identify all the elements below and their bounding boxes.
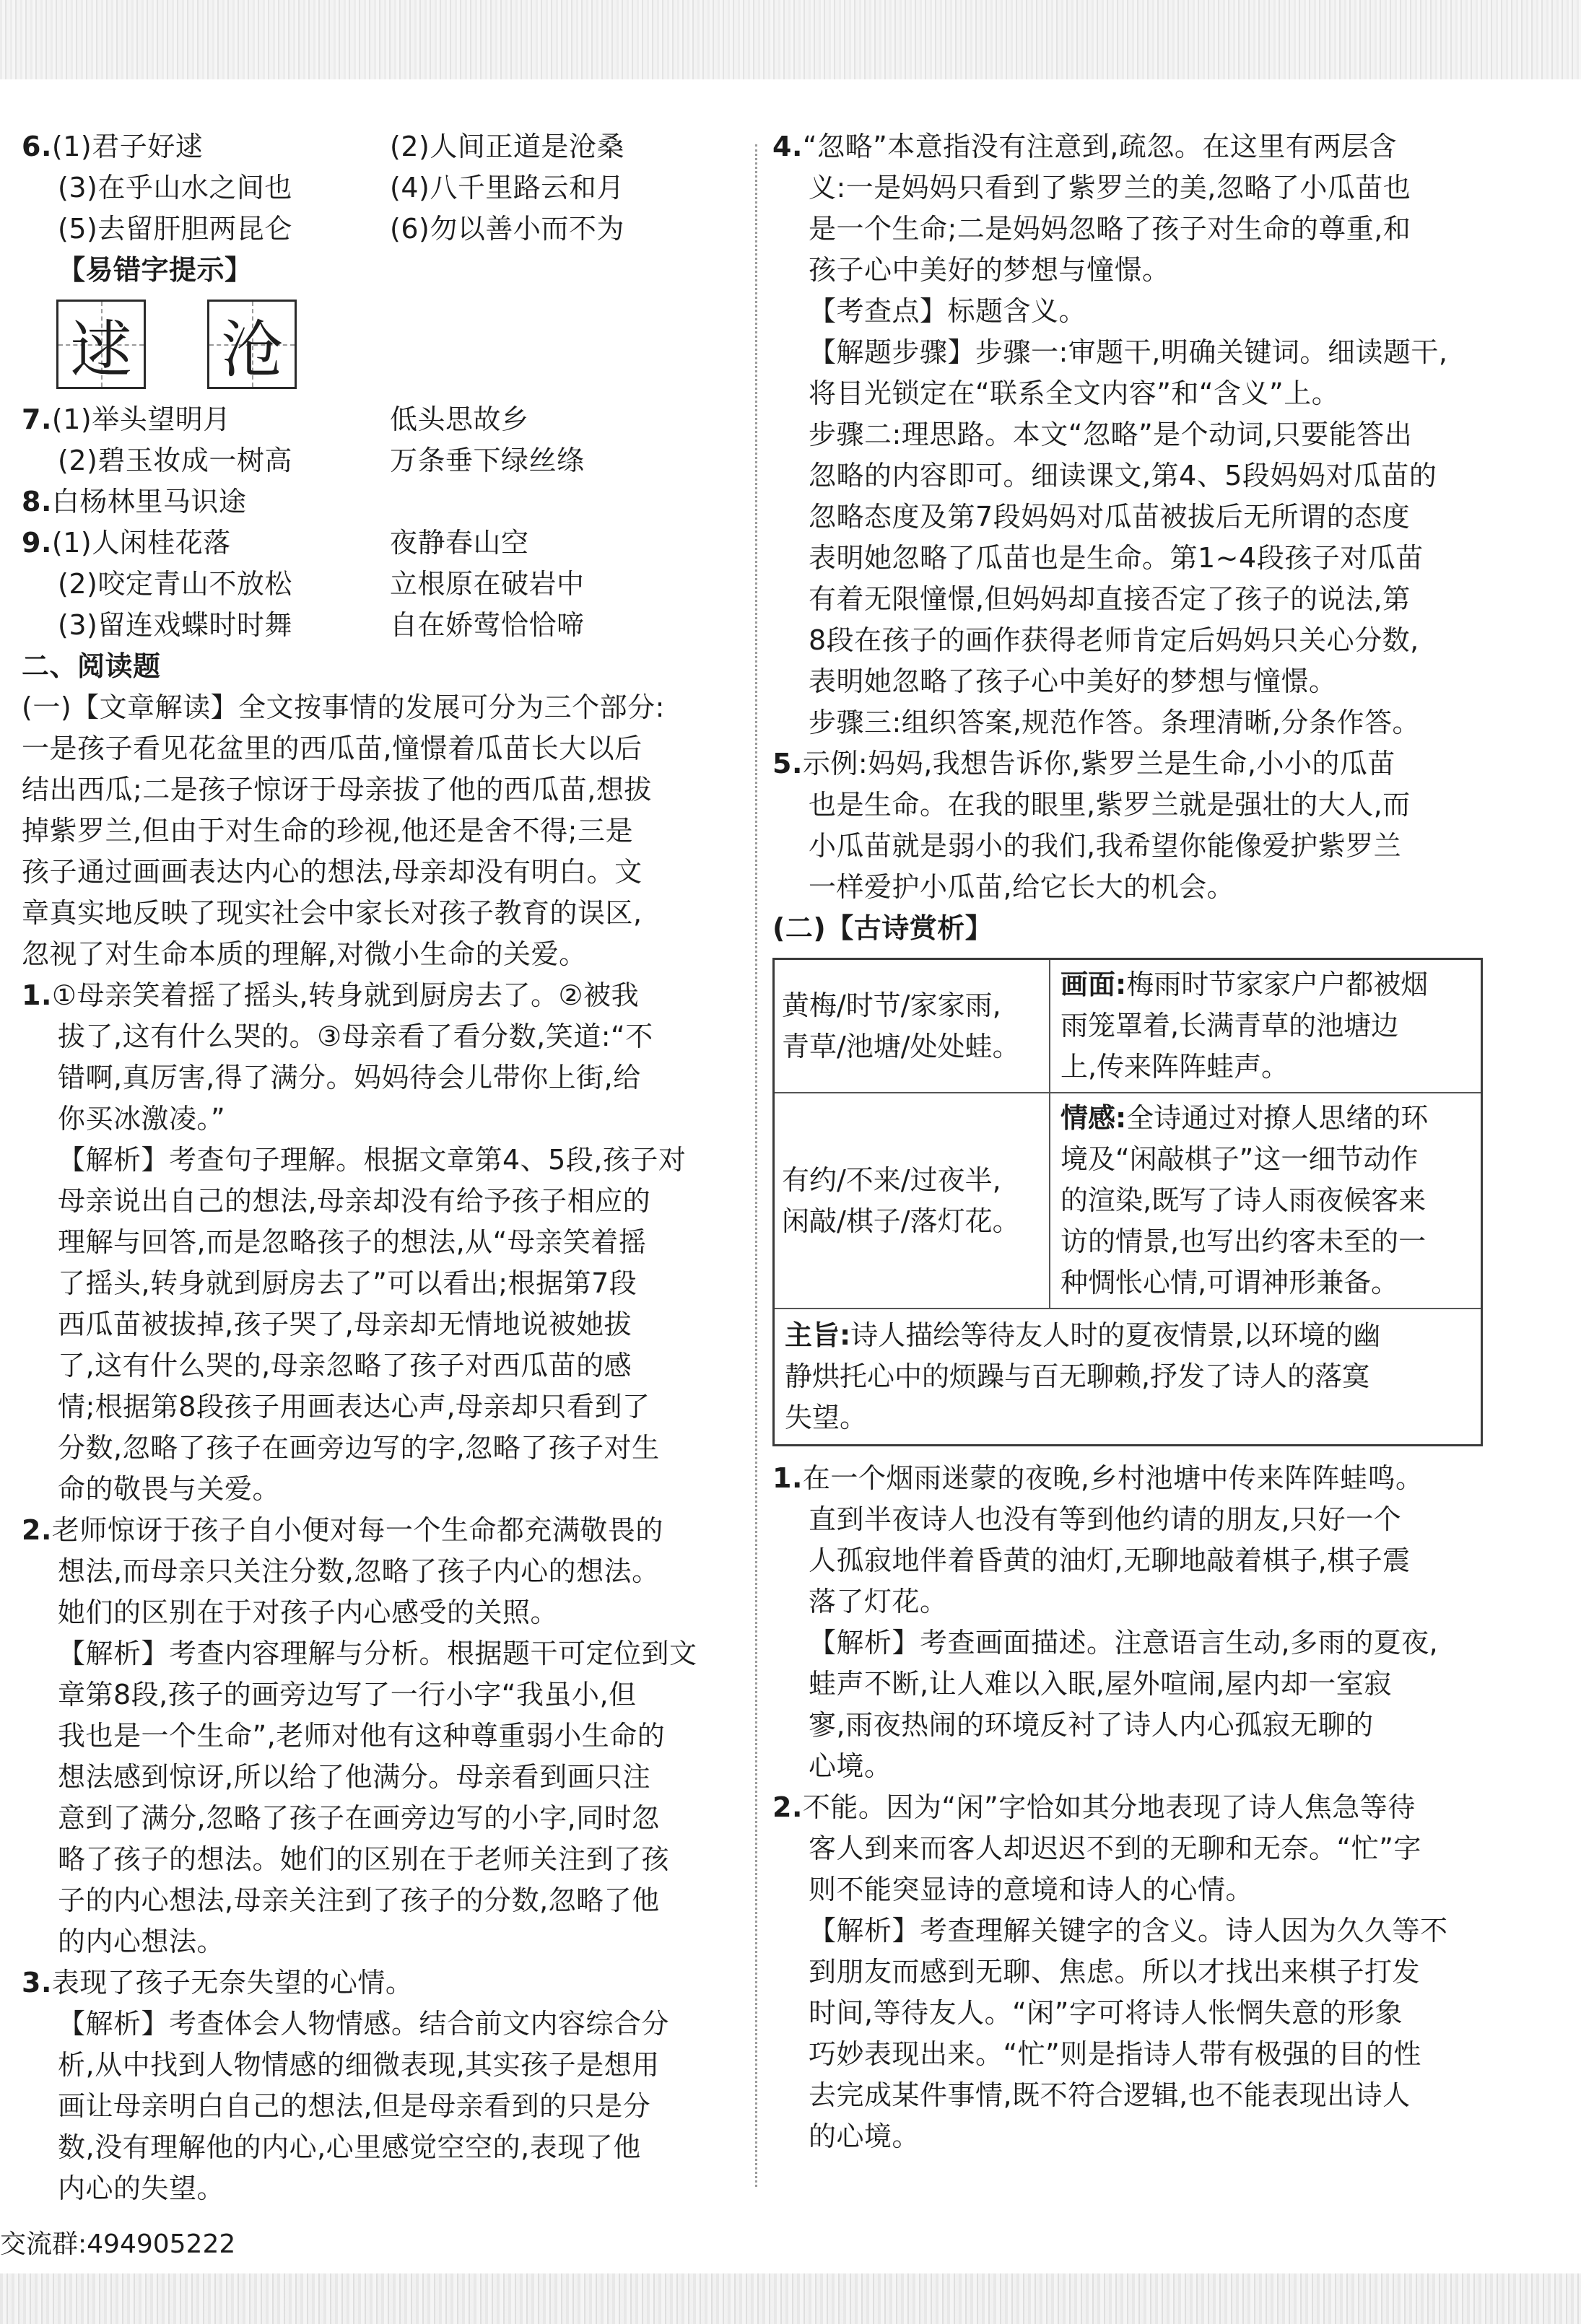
q9-row-3 — [22, 605, 744, 646]
body-line: 略了孩子的想法。她们的区别在于老师关注到了孩 — [58, 1843, 670, 1875]
body-line: 我也是一个生命”,老师对他有这种尊重弱小生命的 — [58, 1720, 666, 1752]
table-row — [774, 1093, 1482, 1309]
body-line: 你买冰激凌。” — [58, 1103, 226, 1135]
cell-line: 的渲染,既写了诗人雨夜候客来 — [1060, 1184, 1427, 1216]
body-line: 分数,忽略了孩子在画旁边写的字,忽略了孩子对生 — [58, 1432, 660, 1464]
body-line: 到朋友而感到无聊、焦虑。所以才找出来棋子打发 — [809, 1956, 1421, 1988]
analysis-line: 【解析】考查体会人物情感。结合前文内容综合分 — [58, 2008, 670, 2040]
body-line: 内心的失望。 — [58, 2172, 225, 2204]
body-line: 不能。因为“闲”字恰如其分地表现了诗人焦急等待 — [802, 1791, 1416, 1823]
body-line: 意到了满分,忽略了孩子在画旁边写的小字,同时忽 — [58, 1802, 660, 1834]
body-line: 在一个烟雨迷蒙的夜晚,乡村池塘中传来阵阵蛙鸣。 — [802, 1462, 1424, 1494]
scene-cell — [1050, 959, 1482, 1093]
body-line: 巧妙表现出来。“忙”则是指诗人带有极强的目的性 — [809, 2038, 1421, 2070]
body-line: 母亲说出自己的想法,母亲却没有给予孩子相应的 — [58, 1185, 651, 1217]
body-line: 的内心想法。 — [58, 1926, 225, 1957]
body-line: 命的敬畏与关爱。 — [58, 1473, 281, 1505]
left-column — [22, 126, 744, 2209]
q8-number: 8. — [22, 486, 52, 517]
body-line: 忽视了对生命本质的理解,对微小生命的关爱。 — [22, 938, 587, 970]
body-line: 老师惊讶于孩子自小便对每一个生命都充满敬畏的 — [51, 1514, 663, 1546]
bottom-scan-texture — [0, 2273, 1581, 2324]
answer-number: 5. — [772, 748, 803, 779]
solution-steps-line: 【解题步骤】步骤一:审题干,明确关键词。细读题干, — [809, 336, 1448, 368]
cell-line: 雨笼罩着,长满青草的池塘边 — [1060, 1010, 1399, 1041]
body-line: 寥,雨夜热闹的环境反衬了诗人内心孤寂无聊的 — [809, 1709, 1374, 1741]
body-line: 画让母亲明白自己的想法,但是母亲看到的只是分 — [58, 2090, 651, 2122]
body-line: 表现了孩子无奈失望的心情。 — [51, 1967, 414, 1998]
verse-line: 有约/不来/过夜半, — [782, 1163, 1001, 1196]
answer-number: 2. — [772, 1791, 803, 1823]
answer-number: 3. — [22, 1967, 52, 1998]
body-line: (一)【文章解读】全文按事情的发展可分为三个部分: — [22, 691, 665, 723]
verse-line: 闲敲/棋子/落灯花。 — [782, 1205, 1020, 1237]
typo-tip-label: 【易错字提示】 — [58, 254, 253, 286]
body-line: 去完成某件事情,既不符合逻辑,也不能表现出诗人 — [809, 2079, 1411, 2111]
reading-answer-1 — [22, 975, 744, 1510]
q7-number: 7. — [22, 403, 52, 435]
verse-cell — [774, 959, 1050, 1093]
answer-text: 万条垂下绿丝绦 — [390, 445, 585, 476]
body-line: 小瓜苗就是弱小的我们,我希望你能像爱护紫罗兰 — [809, 830, 1402, 862]
cell-line: 静烘托心中的烦躁与百无聊赖,抒发了诗人的落寞 — [785, 1360, 1370, 1392]
body-line: 客人到来而客人却迟迟不到的无聊和无奈。“忙”字 — [809, 1832, 1421, 1864]
body-line: 一样爱护小瓜苗,给它长大的机会。 — [809, 871, 1235, 903]
answer-text: (1)举头望明月 — [51, 403, 231, 435]
q6-number: 6. — [22, 131, 52, 162]
top-scan-texture — [0, 0, 1581, 79]
answer-text: (4)八千里路云和月 — [390, 172, 624, 204]
body-line: 孩子通过画画表达内心的想法,母亲却没有明白。文 — [22, 856, 643, 888]
q7-row-1 — [22, 399, 744, 440]
typo-char: 沧 — [221, 314, 283, 386]
answer-text: 夜静春山空 — [390, 527, 529, 559]
reading-answer-5 — [772, 743, 1502, 908]
body-line: 蛙声不断,让人难以入眠,屋外喧闹,屋内却一室寂 — [809, 1668, 1392, 1700]
body-line: 有着无限憧憬,但妈妈却直接否定了孩子的说法,第 — [809, 583, 1411, 615]
reading-answer-2 — [22, 1510, 744, 1962]
emotion-cell — [1050, 1093, 1482, 1309]
q8-row — [22, 481, 744, 523]
emotion-label: 情感: — [1060, 1102, 1127, 1134]
analysis-line: 【解析】考查画面描述。注意语言生动,多雨的夏夜, — [809, 1627, 1439, 1659]
answer-text: (6)勿以善小而不为 — [390, 213, 624, 245]
answer-number: 1. — [22, 979, 52, 1011]
answer-text: (2)碧玉妆成一树高 — [58, 445, 292, 476]
body-line: 想法,而母亲只关注分数,忽略了孩子内心的想法。 — [58, 1555, 660, 1587]
body-line: 则不能突显诗的意境和诗人的心情。 — [809, 1874, 1254, 1905]
body-line: 她们的区别在于对孩子内心感受的关照。 — [58, 1596, 559, 1628]
answer-text: 低头思故乡 — [390, 403, 529, 435]
analysis-line: 【解析】考查句子理解。根据文章第4、5段,孩子对 — [58, 1144, 687, 1176]
typo-char-grid — [22, 300, 744, 389]
body-line: 心境。 — [809, 1750, 892, 1782]
body-line: 落了灯花。 — [809, 1586, 948, 1617]
cell-line: 失望。 — [785, 1402, 868, 1433]
cell-line: 境及“闲敲棋子”这一细节动作 — [1060, 1143, 1419, 1175]
article-interpretation — [22, 687, 744, 975]
footer-group-number: 交流群:494905222 — [0, 2229, 236, 2259]
body-line: 直到半夜诗人也没有等到他约请的朋友,只好一个 — [809, 1503, 1402, 1535]
body-line: 人孤寂地伴着昏黄的油灯,无聊地敲着棋子,棋子震 — [809, 1545, 1411, 1576]
cell-line: 梅雨时节家家户户都被烟 — [1126, 969, 1429, 1000]
typo-char: 逑 — [70, 314, 132, 386]
tian-grid-cell — [56, 300, 146, 389]
reading-answer-3 — [22, 1962, 744, 2209]
theme-label: 主旨: — [785, 1319, 851, 1351]
answer-text: (5)去留肝胆两昆仑 — [58, 213, 292, 245]
scene-label: 画面: — [1060, 969, 1127, 1000]
verse-cell — [774, 1093, 1050, 1309]
body-line: 表明她忽略了孩子心中美好的梦想与憧憬。 — [809, 665, 1337, 697]
body-line: 将目光锁定在“联系全文内容”和“含义”上。 — [809, 377, 1340, 409]
cell-line: 上,传来阵阵蛙声。 — [1060, 1051, 1289, 1083]
body-line: 章第8段,孩子的画旁边写了一行小字“我虽小,但 — [58, 1679, 637, 1711]
body-line: 忽略态度及第7段妈妈对瓜苗被拔后无所谓的态度 — [809, 501, 1411, 533]
reading-answer-4 — [772, 126, 1502, 743]
q6-row-1 — [22, 126, 744, 167]
body-line: 理解与回答,而是忽略孩子的想法,从“母亲笑着摇 — [58, 1226, 647, 1258]
answer-number: 1. — [772, 1462, 803, 1494]
body-line: 子的内心想法,母亲关注到了孩子的分数,忽略了他 — [58, 1884, 660, 1916]
answer-text: (3)在乎山水之间也 — [58, 172, 292, 204]
analysis-line: 【解析】考查理解关键字的含义。诗人因为久久等不 — [809, 1915, 1448, 1947]
tian-grid-cell — [207, 300, 297, 389]
cell-line: 诗人描绘等待友人时的夏夜情景,以环境的幽 — [850, 1319, 1381, 1351]
answer-text: 白杨林里马识途 — [51, 486, 247, 517]
answer-text: (3)留连戏蝶时时舞 — [58, 609, 292, 641]
body-line: ①母亲笑着摇了摇头,转身就到厨房去了。②被我 — [51, 979, 640, 1011]
poem-analysis-table — [772, 958, 1483, 1446]
body-line: 错啊,真厉害,得了满分。妈妈待会儿带你上街,给 — [58, 1062, 641, 1093]
body-line: 数,没有理解他的内心,心里感觉空空的,表现了他 — [58, 2131, 641, 2163]
body-line: 了,这有什么哭的,母亲忽略了孩子对西瓜苗的感 — [58, 1350, 632, 1381]
q6-row-3 — [22, 209, 744, 250]
poem-answer-1 — [772, 1458, 1502, 1787]
body-line: “忽略”本意指没有注意到,疏忽。在这里有两层含 — [802, 131, 1397, 162]
body-line: 西瓜苗被拔掉,孩子哭了,母亲却无情地说被她拔 — [58, 1309, 632, 1340]
poem-answer-2 — [772, 1787, 1502, 2157]
body-line: 析,从中找到人物情感的细微表现,其实孩子是想用 — [58, 2049, 660, 2081]
body-line: 情;根据第8段孩子用画表达心声,母亲却只看到了 — [58, 1391, 650, 1423]
analysis-line: 【解析】考查内容理解与分析。根据题干可定位到文 — [58, 1638, 697, 1669]
column-divider — [755, 144, 757, 2187]
cell-line: 访的情景,也写出约客未至的一 — [1060, 1226, 1427, 1257]
body-line: 8段在孩子的画作获得老师肯定后妈妈只关心分数, — [809, 624, 1419, 656]
body-line: 义:一是妈妈只看到了紫罗兰的美,忽略了小瓜苗也 — [809, 172, 1411, 204]
body-line: 是一个生命;二是妈妈忽略了孩子对生命的尊重,和 — [809, 213, 1411, 245]
body-line: 步骤三:组织答案,规范作答。条理清晰,分条作答。 — [809, 707, 1420, 738]
body-line: 表明她忽略了瓜苗也是生命。第1~4段孩子对瓜苗 — [809, 542, 1424, 574]
exam-point-line: 【考查点】标题含义。 — [809, 295, 1087, 327]
answer-text: (2)人间正道是沧桑 — [390, 131, 624, 162]
right-column — [772, 126, 1502, 2157]
q6-row-2 — [22, 167, 744, 209]
section-title: 二、阅读题 — [22, 650, 161, 682]
body-line: 掉紫罗兰,但由于对生命的珍视,他还是舍不得;三是 — [22, 815, 633, 847]
answer-number: 2. — [22, 1514, 52, 1546]
body-line: 的心境。 — [809, 2120, 920, 2152]
answer-text: 自在娇莺恰恰啼 — [390, 609, 585, 641]
body-line: 忽略的内容即可。细读课文,第4、5段妈妈对瓜苗的 — [809, 460, 1437, 492]
poem-section-title: (二)【古诗赏析】 — [772, 912, 993, 944]
table-row — [774, 959, 1482, 1093]
body-line: 了摇头,转身就到厨房去了”可以看出;根据第7段 — [58, 1267, 637, 1299]
cell-line: 全诗通过对撩人思绪的环 — [1126, 1102, 1429, 1134]
q9-row-2 — [22, 564, 744, 605]
q7-row-2 — [22, 440, 744, 481]
cell-line: 种惆怅心情,可谓神形兼备。 — [1060, 1267, 1399, 1298]
answer-text: (1)君子好逑 — [51, 131, 204, 162]
q9-row-1 — [22, 523, 744, 564]
body-line: 章真实地反映了现实社会中家长对孩子教育的误区, — [22, 897, 643, 929]
answer-text: (2)咬定青山不放松 — [58, 568, 292, 600]
theme-cell — [774, 1309, 1482, 1446]
body-line: 步骤二:理思路。本文“忽略”是个动词,只要能答出 — [809, 419, 1413, 450]
answer-number: 4. — [772, 131, 803, 162]
answer-text: (1)人闲桂花落 — [51, 527, 231, 559]
verse-line: 黄梅/时节/家家雨, — [782, 989, 1001, 1021]
body-line: 一是孩子看见花盆里的西瓜苗,憧憬着瓜苗长大以后 — [22, 733, 643, 764]
answer-text: 立根原在破岩中 — [390, 568, 585, 600]
body-line: 想法感到惊讶,所以给了他满分。母亲看到画只注 — [58, 1761, 651, 1793]
q9-number: 9. — [22, 527, 52, 559]
body-line: 示例:妈妈,我想告诉你,紫罗兰是生命,小小的瓜苗 — [802, 748, 1395, 779]
body-line: 时间,等待友人。“闲”字可将诗人怅惘失意的形象 — [809, 1997, 1403, 2029]
table-row — [774, 1309, 1482, 1446]
body-line: 结出西瓜;二是孩子惊讶于母亲拔了他的西瓜苗,想拔 — [22, 774, 652, 805]
body-line: 也是生命。在我的眼里,紫罗兰就是强壮的大人,而 — [809, 789, 1411, 821]
verse-line: 青草/池塘/处处蛙。 — [782, 1030, 1020, 1062]
body-line: 孩子心中美好的梦想与憧憬。 — [809, 254, 1170, 286]
body-line: 拔了,这有什么哭的。③母亲看了看分数,笑道:“不 — [58, 1021, 653, 1052]
